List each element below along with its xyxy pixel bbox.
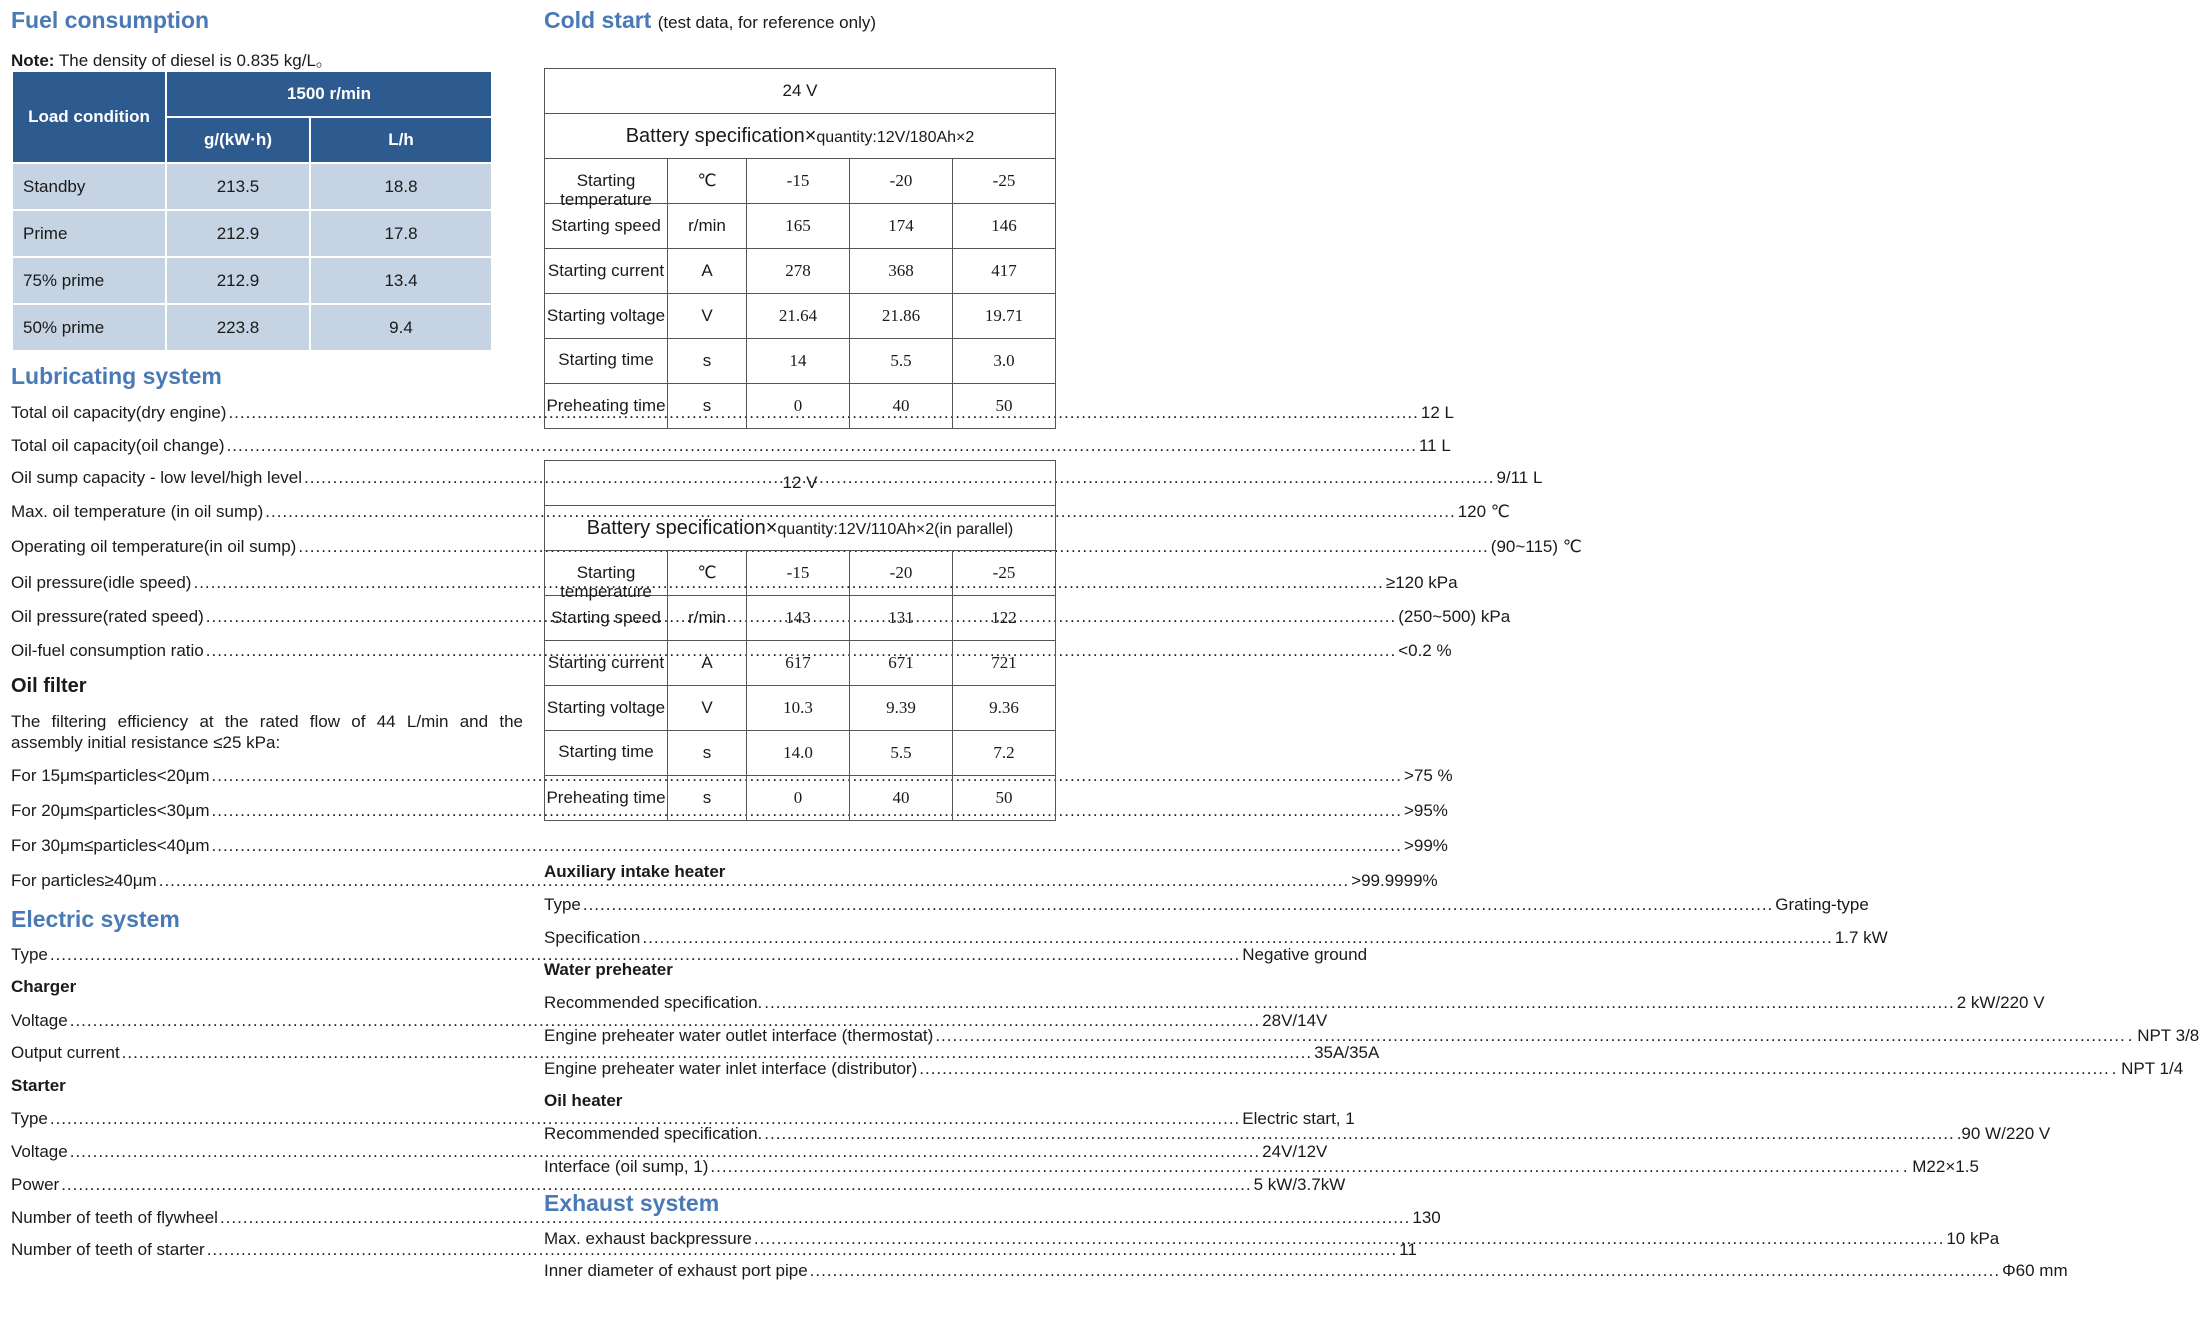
row-label: 75% prime [12,257,166,304]
row-unit: s [668,776,747,821]
row-unit: s [668,339,747,384]
spec-line [11,1208,1441,1228]
note-text: The density of diesel is 0.835 kg/L。 [54,51,333,70]
oil-heater-title [544,1091,1056,1111]
spec-value: 5 kW/3.7kW [1253,1175,1346,1194]
table-row [12,163,492,210]
row-value: 0 [747,776,850,821]
row-name: Starting time [558,742,654,761]
spec-line [544,1229,2000,1249]
spec-label: Oil pressure(rated speed) [11,607,204,626]
spec-value: Φ60 mm [2002,1261,2068,1280]
aux-heater-heading: Auxiliary intake heater [544,862,726,881]
cold-start-table-12v [544,460,1056,821]
spec-label: Type [544,895,581,914]
starter-heading: Starter [11,1076,66,1095]
spec-line [11,1011,1328,1031]
table-row [545,159,1056,204]
row-unit: s [668,384,747,429]
spec-label: Engine preheater water outlet interface (thermostat) [544,1026,934,1045]
row-value: 14 [747,339,850,384]
battery-spec-main: Battery specification× [586,516,778,539]
charger-title [11,977,523,997]
row-value: 165 [747,204,850,249]
spec-line [544,928,1888,948]
row-value: 50 [953,384,1056,429]
spec-value: 130 [1412,1208,1441,1227]
battery-spec-main: Battery specification× [625,124,817,147]
spec-label: Voltage [11,1011,68,1030]
row-value: 9.36 [953,686,1056,731]
row-label: Prime [12,210,166,257]
row-unit: r/min [668,204,747,249]
row-l-value: 17.8 [310,210,492,257]
spec-value: . NPT 1/4 [2111,1059,2184,1078]
spec-label: For 30μm≤particles<40μm [11,836,210,855]
spec-line [544,1124,2051,1144]
row-unit: s [668,731,747,776]
spec-line [544,1157,1979,1177]
fuel-note [11,46,523,71]
table-row [545,686,1056,731]
spec-value: 35A/35A [1314,1043,1380,1062]
row-name: Starting voltage [546,698,666,717]
table-row [12,304,492,351]
spec-value: 24V/12V [1262,1142,1328,1161]
spec-value: >99% [1403,836,1448,855]
table-row [545,551,1056,596]
row-value: -15 [747,551,850,596]
spec-label: Specification [544,928,641,947]
exhaust-title [544,1189,1056,1217]
spec-value: Electric start, 1 [1242,1109,1355,1128]
row-unit: ℃ [668,159,747,204]
spec-label: Max. exhaust backpressure [544,1229,752,1248]
row-g-value: 213.5 [166,163,310,210]
row-value: -25 [953,159,1056,204]
row-name: Preheating time [546,396,666,415]
table-row [545,596,1056,641]
battery-spec-detail: quantity:12V/180Ah×2 [816,128,975,146]
spec-label: Voltage [11,1142,68,1161]
row-name: Starting temperature [560,563,652,601]
spec-value: .90 W/220 V [1956,1124,2051,1143]
row-label: Standby [12,163,166,210]
row-value: 9.39 [850,686,953,731]
row-name: Starting speed [551,608,661,627]
row-value: 3.0 [953,339,1056,384]
spec-value: 11 [1399,1240,1417,1259]
spec-line [544,1026,2199,1046]
spec-label: Number of teeth of flywheel [11,1208,218,1227]
speed-header: 1500 r/min [166,71,492,117]
row-name: Preheating time [546,788,666,807]
row-l-value: 9.4 [310,304,492,351]
spec-line [11,801,1448,821]
spec-label: Interface (oil sump, 1) [544,1157,709,1176]
spec-label: Inner diameter of exhaust port pipe [544,1261,808,1280]
row-g-value: 212.9 [166,257,310,304]
oil-filter-heading: Oil filter [11,675,87,697]
row-value: 146 [953,204,1056,249]
table-row [545,731,1056,776]
row-value: -20 [850,159,953,204]
spec-label: Recommended specification. [544,1124,763,1143]
lubricating-title [11,362,523,390]
cold-start-heading: Cold start [544,7,652,33]
lubricating-heading: Lubricating system [11,363,222,389]
table-row [12,210,492,257]
fuel-title [11,6,523,34]
row-value: 122 [953,596,1056,641]
row-name: Starting voltage [546,306,666,325]
spec-line [11,766,1453,786]
spec-value: 120 ℃ [1457,502,1510,521]
electric-heading: Electric system [11,906,180,932]
spec-value: 28V/14V [1262,1011,1328,1030]
spec-label: Total oil capacity(dry engine) [11,403,227,422]
table-row [12,257,492,304]
row-unit: r/min [668,596,747,641]
spec-value: Negative ground [1242,945,1368,964]
spec-line [11,1240,1417,1260]
row-name: Starting speed [551,216,661,235]
spec-line [11,836,1448,856]
col-lh-header: L/h [310,117,492,163]
table-row [545,249,1056,294]
row-value: 7.2 [953,731,1056,776]
charger-heading: Charger [11,977,77,996]
spec-label: Power [11,1175,60,1194]
spec-label: Recommended specification. [544,993,763,1012]
row-name: Starting temperature [560,171,652,209]
row-value: -20 [850,551,953,596]
col-gkwh-header: g/(kW·h) [166,117,310,163]
spec-label: For particles≥40μm [11,871,157,890]
row-value: 368 [850,249,953,294]
spec-line [11,641,1452,661]
spec-value: 11 L [1418,436,1451,455]
spec-line [11,1175,1346,1195]
battery-spec [545,506,1056,551]
row-g-value: 223.8 [166,304,310,351]
row-value: 671 [850,641,953,686]
row-name: Starting time [558,350,654,369]
load-condition-header: Load condition [12,71,166,163]
row-unit: V [668,686,747,731]
row-value: 14.0 [747,731,850,776]
aux-heater-title [544,862,1056,882]
spec-label: For 15μm≤particles<20μm [11,766,210,785]
row-unit: A [668,641,747,686]
spec-value: 2 kW/220 V [1956,993,2045,1012]
spec-line [544,993,2045,1013]
battery-spec [545,114,1056,159]
spec-label: Number of teeth of starter [11,1240,205,1259]
spec-line [544,895,1869,915]
table-row [545,204,1056,249]
spec-value: 10 kPa [1946,1229,2000,1248]
spec-label: Operating oil temperature(in oil sump) [11,537,297,556]
spec-line [11,1109,1355,1129]
row-value: 40 [850,776,953,821]
voltage-header: 12 V [545,461,1056,506]
spec-label: Oil pressure(idle speed) [11,573,192,592]
spec-label: Output current [11,1043,120,1062]
oil-filter-intro: The filtering efficiency at the rated flow of 44 L/min and the assembly initial resistance ≤25 kPa: [11,712,523,752]
row-value: 19.71 [953,294,1056,339]
spec-value: >75 % [1403,766,1453,785]
row-value: 21.86 [850,294,953,339]
spec-line [544,1261,2068,1281]
row-value: 617 [747,641,850,686]
table-row [545,641,1056,686]
row-unit: ℃ [668,551,747,596]
spec-line [11,436,1451,456]
note-label: Note: [11,51,55,70]
row-value: 174 [850,204,953,249]
spec-label: Oil-fuel consumption ratio [11,641,204,660]
electric-title [11,905,523,933]
spec-value: >99.9999% [1351,871,1438,890]
spec-value: <0.2 % [1398,641,1452,660]
row-g-value: 212.9 [166,210,310,257]
row-name: Starting current [547,653,665,672]
row-value: 417 [953,249,1056,294]
starter-title [11,1076,523,1096]
spec-line [544,1059,2184,1079]
row-value: 21.64 [747,294,850,339]
row-value: 143 [747,596,850,641]
row-label: 50% prime [12,304,166,351]
table-row [545,339,1056,384]
spec-label: Max. oil temperature (in oil sump) [11,502,264,521]
spec-value: 9/11 L [1496,468,1543,487]
row-value: 721 [953,641,1056,686]
battery-spec-detail: quantity:12V/110Ah×2(in parallel) [777,520,1014,538]
spec-value: ≥120 kPa [1385,573,1458,592]
spec-label: Total oil capacity(oil change) [11,436,225,455]
row-l-value: 18.8 [310,163,492,210]
spec-value: (90~115) ℃ [1490,537,1582,556]
table-row [545,294,1056,339]
row-value: 5.5 [850,731,953,776]
row-value: 50 [953,776,1056,821]
spec-line [11,502,1510,522]
row-value: 40 [850,384,953,429]
cold-start-title [544,6,1056,37]
row-value: -25 [953,551,1056,596]
row-value: 10.3 [747,686,850,731]
spec-label: Engine preheater water inlet interface (distributor) [544,1059,918,1078]
spec-label: For 20μm≤particles<30μm [11,801,210,820]
spec-label: Type [11,1109,48,1128]
row-value: 5.5 [850,339,953,384]
spec-value: 12 L [1420,403,1454,422]
spec-line [11,1043,1380,1063]
row-value: 278 [747,249,850,294]
exhaust-heading: Exhaust system [544,1190,720,1216]
table-row [545,384,1056,429]
cold-start-table-24v [544,68,1056,429]
row-value: -15 [747,159,850,204]
cold-start-subtitle: (test data, for reference only) [657,13,877,32]
spec-value: . NPT 3/8 [2127,1026,2199,1045]
oil-filter-title [11,675,523,698]
row-value: 0 [747,384,850,429]
table-row [545,776,1056,821]
spec-line [11,1142,1328,1162]
oil-heater-heading: Oil heater [544,1091,623,1110]
voltage-header: 24 V [545,69,1056,114]
spec-line [11,945,1368,965]
water-preheater-title [544,960,1056,980]
spec-value: >95% [1403,801,1448,820]
row-unit: A [668,249,747,294]
spec-value: . M22×1.5 [1902,1157,1979,1176]
water-preheater-heading: Water preheater [544,960,673,979]
fuel-heading: Fuel consumption [11,7,210,33]
row-value: 131 [850,596,953,641]
row-name: Starting current [547,261,665,280]
spec-line [11,537,1582,557]
fuel-table [11,70,493,352]
spec-label: Type [11,945,48,964]
spec-value: 1.7 kW [1834,928,1888,947]
spec-label: Oil sump capacity - low level/high level [11,468,303,487]
spec-value: (250~500) kPa [1398,607,1511,626]
row-unit: V [668,294,747,339]
row-l-value: 13.4 [310,257,492,304]
spec-value: Grating-type [1775,895,1869,914]
